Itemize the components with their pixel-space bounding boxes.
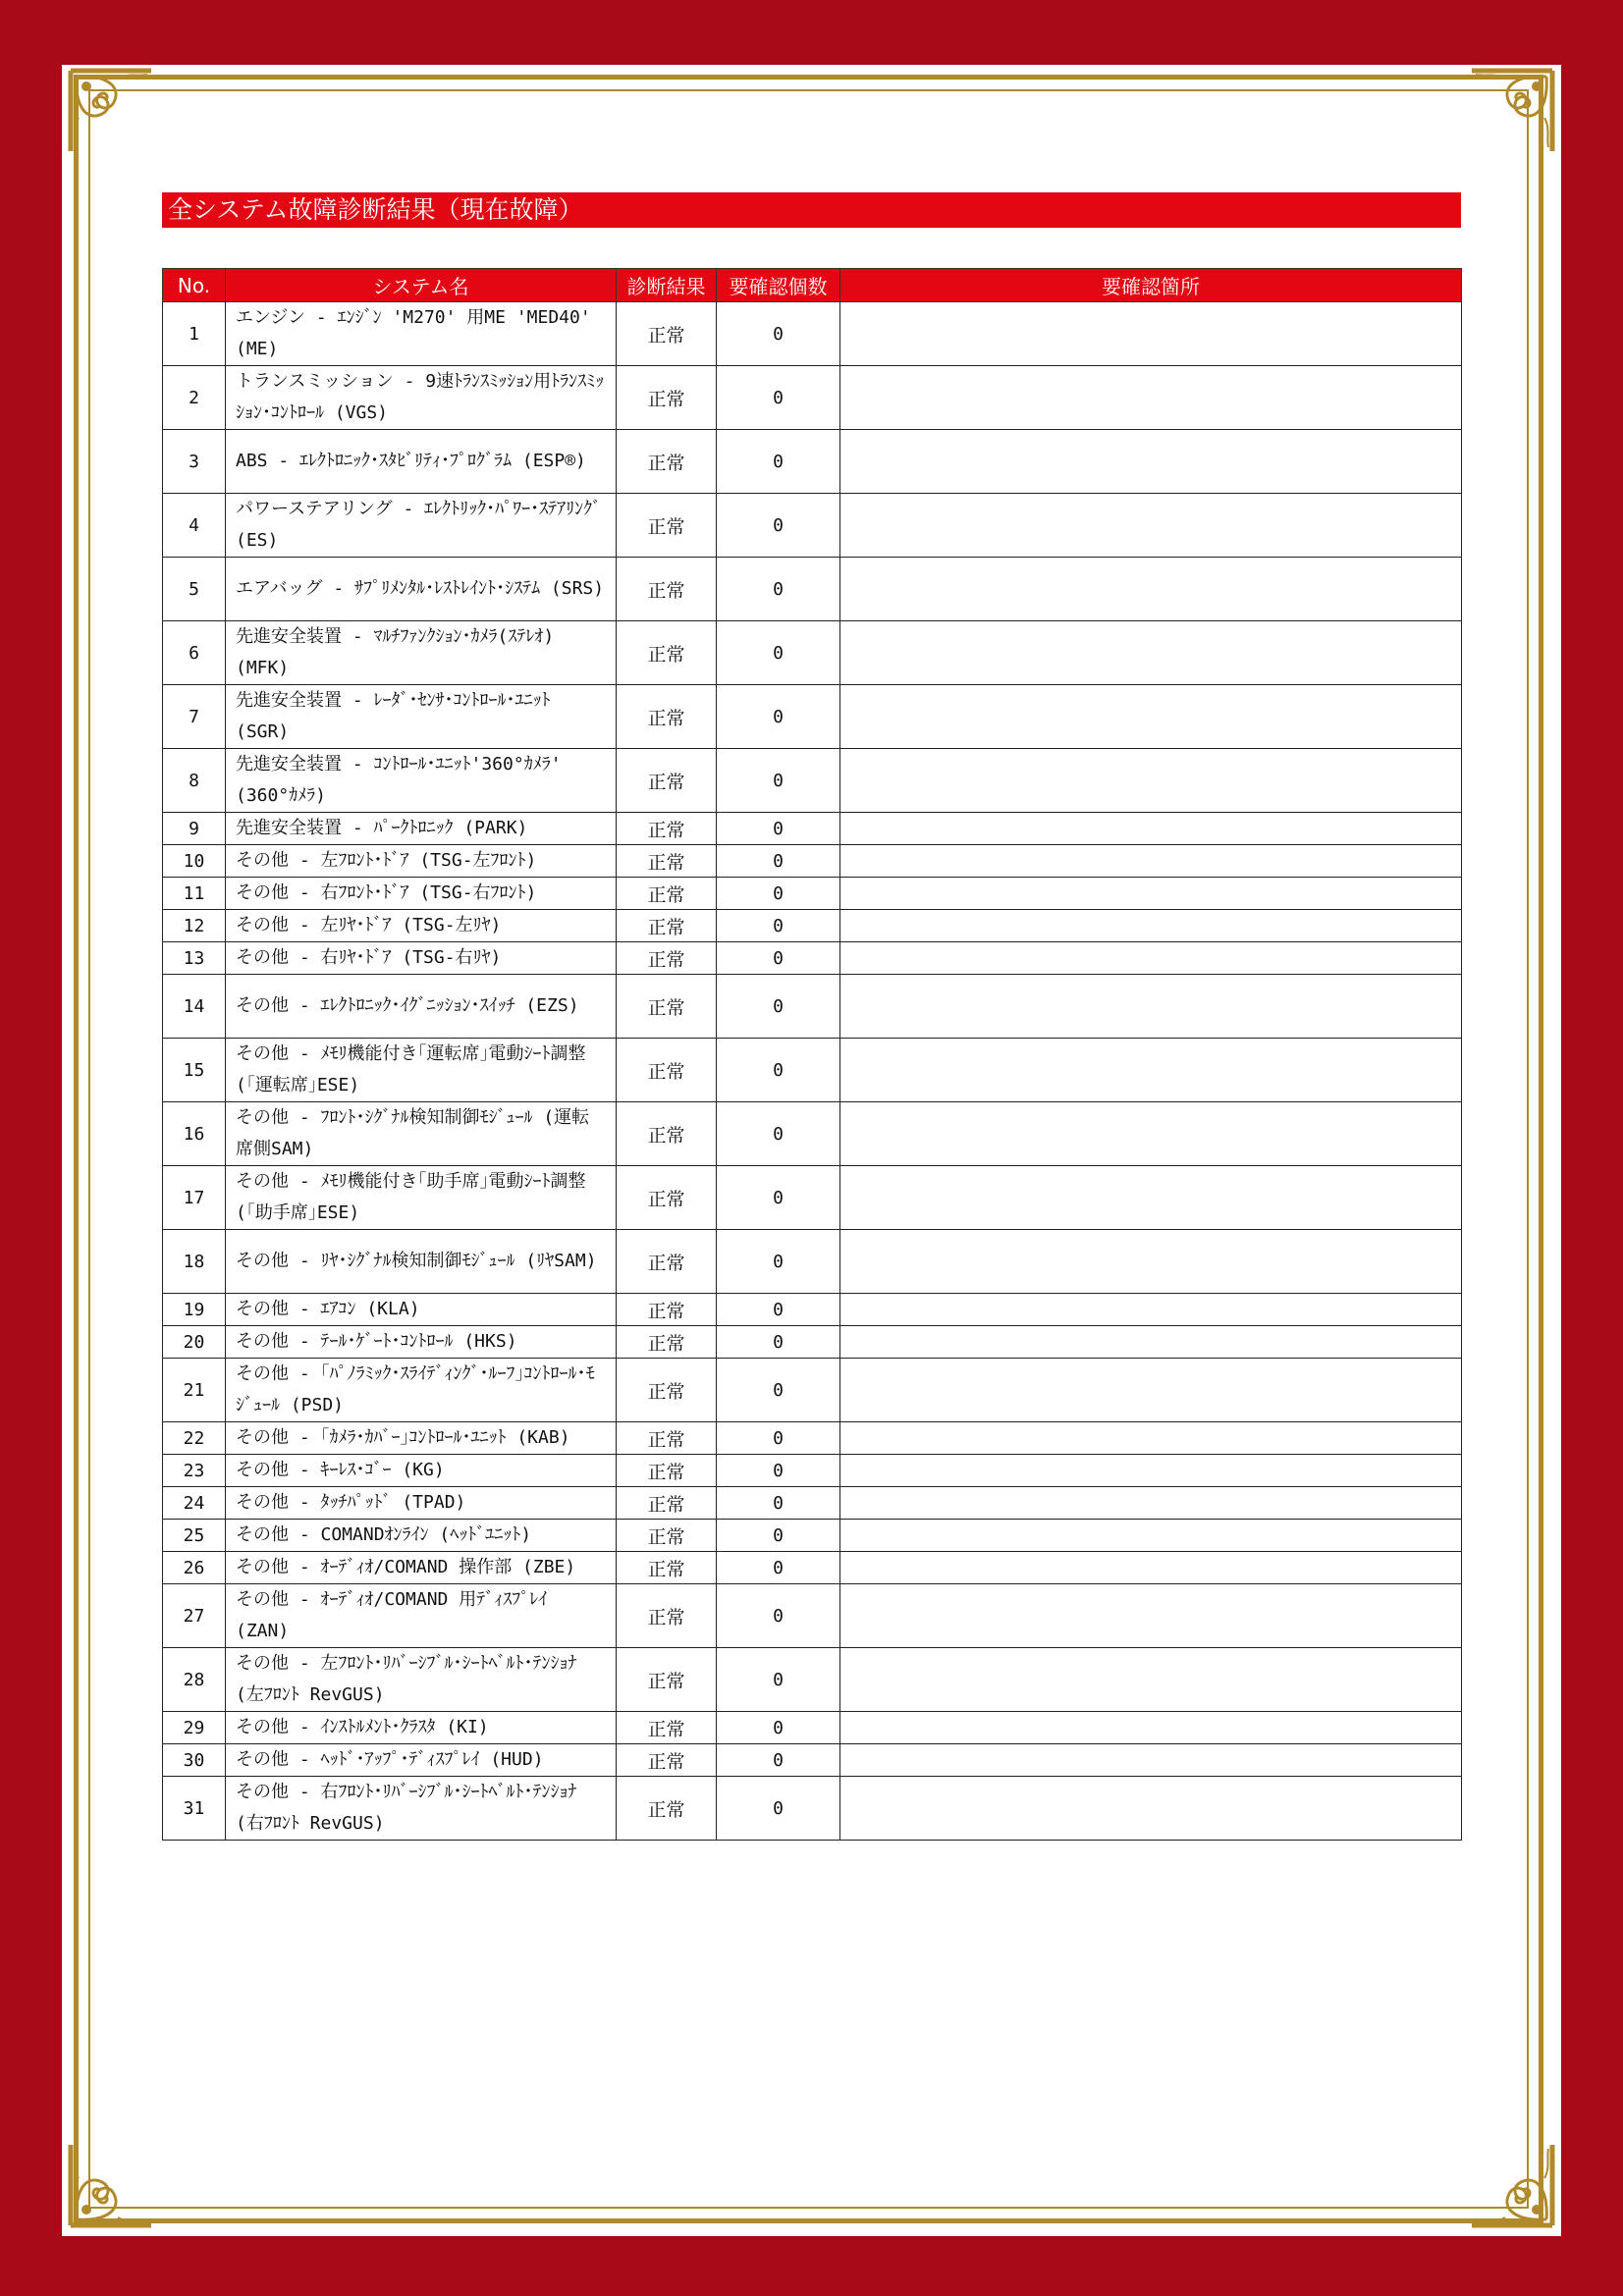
row-number: 30 <box>163 1744 226 1777</box>
system-name: その他 - ﾒﾓﾘ機能付き｢助手席｣電動ｼｰﾄ調整 (｢助手席｣ESE) <box>226 1166 617 1230</box>
check-count: 0 <box>717 1648 840 1712</box>
diagnosis-result: 正常 <box>617 1359 717 1422</box>
check-location <box>840 1359 1462 1422</box>
diagnosis-result: 正常 <box>617 1230 717 1294</box>
check-location <box>840 1455 1462 1487</box>
check-count: 0 <box>717 1520 840 1552</box>
system-name: 先進安全装置 - ﾚｰﾀﾞ･ｾﾝｻ･ｺﾝﾄﾛｰﾙ･ﾕﾆｯﾄ (SGR) <box>226 685 617 749</box>
row-number: 11 <box>163 878 226 910</box>
check-count: 0 <box>717 1359 840 1422</box>
system-name: エアバッグ - ｻﾌﾟﾘﾒﾝﾀﾙ･ﾚｽﾄﾚｲﾝﾄ･ｼｽﾃﾑ (SRS) <box>226 558 617 621</box>
diagnosis-result: 正常 <box>617 1039 717 1102</box>
system-name: その他 - 右ﾌﾛﾝﾄ･ﾄﾞｱ (TSG-右ﾌﾛﾝﾄ) <box>226 878 617 910</box>
check-location <box>840 975 1462 1039</box>
row-number: 18 <box>163 1230 226 1294</box>
table-row <box>163 749 1462 813</box>
table-row <box>163 1230 1462 1294</box>
table-row <box>163 558 1462 621</box>
diagnosis-result: 正常 <box>617 1520 717 1552</box>
check-location <box>840 430 1462 494</box>
row-number: 19 <box>163 1294 226 1326</box>
table-row <box>163 621 1462 685</box>
system-name: 先進安全装置 - ﾊﾟｰｸﾄﾛﾆｯｸ (PARK) <box>226 813 617 845</box>
check-location <box>840 558 1462 621</box>
table-row <box>163 1712 1462 1744</box>
row-number: 12 <box>163 910 226 942</box>
diagnosis-result: 正常 <box>617 302 717 366</box>
system-name: その他 - ﾒﾓﾘ機能付き｢運転席｣電動ｼｰﾄ調整 (｢運転席｣ESE) <box>226 1039 617 1102</box>
diagnosis-result: 正常 <box>617 1294 717 1326</box>
report-title: 全システム故障診断結果（現在故障） <box>162 192 1461 228</box>
check-count: 0 <box>717 1166 840 1230</box>
row-number: 7 <box>163 685 226 749</box>
system-name: その他 - 右ﾌﾛﾝﾄ･ﾘﾊﾞｰｼﾌﾞﾙ･ｼｰﾄﾍﾞﾙﾄ･ﾃﾝｼｮﾅ (右ﾌﾛﾝﾄ RevGUS) <box>226 1777 617 1841</box>
table-row <box>163 1487 1462 1520</box>
ornament-corner-icon <box>67 2141 155 2229</box>
header-system: システム名 <box>226 269 617 302</box>
row-number: 28 <box>163 1648 226 1712</box>
system-name: その他 - ｢ｶﾒﾗ･ｶﾊﾞｰ｣ｺﾝﾄﾛｰﾙ･ﾕﾆｯﾄ (KAB) <box>226 1422 617 1455</box>
check-count: 0 <box>717 1326 840 1359</box>
system-name: その他 - ｲﾝｽﾄﾙﾒﾝﾄ･ｸﾗｽﾀ (KI) <box>226 1712 617 1744</box>
check-location <box>840 1744 1462 1777</box>
diagnosis-result: 正常 <box>617 1166 717 1230</box>
check-location <box>840 1648 1462 1712</box>
row-number: 27 <box>163 1584 226 1648</box>
table-row <box>163 1359 1462 1422</box>
system-name: その他 - ﾘﾔ･ｼｸﾞﾅﾙ検知制御ﾓｼﾞｭｰﾙ (ﾘﾔSAM) <box>226 1230 617 1294</box>
check-location <box>840 1294 1462 1326</box>
diagnosis-result: 正常 <box>617 1455 717 1487</box>
system-name: エンジン - ｴﾝｼﾞﾝ 'M270' 用ME 'MED40' (ME) <box>226 302 617 366</box>
table-row <box>163 1039 1462 1102</box>
check-location <box>840 1102 1462 1166</box>
check-location <box>840 942 1462 975</box>
check-count: 0 <box>717 1294 840 1326</box>
diagnosis-result: 正常 <box>617 845 717 878</box>
check-count: 0 <box>717 302 840 366</box>
table-row <box>163 1744 1462 1777</box>
row-number: 16 <box>163 1102 226 1166</box>
check-location <box>840 1422 1462 1455</box>
check-count: 0 <box>717 1777 840 1841</box>
row-number: 4 <box>163 494 226 558</box>
diagnosis-result: 正常 <box>617 910 717 942</box>
check-location <box>840 1777 1462 1841</box>
table-row <box>163 1102 1462 1166</box>
table-header-row <box>163 269 1462 302</box>
table-row <box>163 975 1462 1039</box>
system-name: その他 - 左ﾘﾔ･ﾄﾞｱ (TSG-左ﾘﾔ) <box>226 910 617 942</box>
diagnosis-result: 正常 <box>617 975 717 1039</box>
system-name: 先進安全装置 - ﾏﾙﾁﾌｧﾝｸｼｮﾝ･ｶﾒﾗ(ｽﾃﾚｵ) (MFK) <box>226 621 617 685</box>
check-count: 0 <box>717 494 840 558</box>
diagnosis-result: 正常 <box>617 942 717 975</box>
check-location <box>840 685 1462 749</box>
table-row <box>163 494 1462 558</box>
ornament-corner-icon <box>1468 67 1556 155</box>
check-count: 0 <box>717 1422 840 1455</box>
system-name: その他 - ｵｰﾃﾞｨｵ/COMAND 用ﾃﾞｨｽﾌﾟﾚｲ (ZAN) <box>226 1584 617 1648</box>
system-name: その他 - ｴｱｺﾝ (KLA) <box>226 1294 617 1326</box>
row-number: 10 <box>163 845 226 878</box>
diagnosis-result: 正常 <box>617 1648 717 1712</box>
table-row <box>163 1584 1462 1648</box>
row-number: 24 <box>163 1487 226 1520</box>
system-name: パワーステアリング - ｴﾚｸﾄﾘｯｸ･ﾊﾟﾜｰ･ｽﾃｱﾘﾝｸﾞ (ES) <box>226 494 617 558</box>
check-location <box>840 1712 1462 1744</box>
system-name: その他 - COMANDｵﾝﾗｲﾝ (ﾍｯﾄﾞﾕﾆｯﾄ) <box>226 1520 617 1552</box>
diagnosis-result: 正常 <box>617 1777 717 1841</box>
check-location <box>840 621 1462 685</box>
check-location <box>840 366 1462 430</box>
diagnosis-result: 正常 <box>617 813 717 845</box>
check-count: 0 <box>717 749 840 813</box>
check-count: 0 <box>717 1584 840 1648</box>
check-location <box>840 1552 1462 1584</box>
diagnosis-result: 正常 <box>617 878 717 910</box>
check-count: 0 <box>717 1455 840 1487</box>
system-name: その他 - ﾀｯﾁﾊﾟｯﾄﾞ (TPAD) <box>226 1487 617 1520</box>
system-name: その他 - ｴﾚｸﾄﾛﾆｯｸ･ｲｸﾞﾆｯｼｮﾝ･ｽｲｯﾁ (EZS) <box>226 975 617 1039</box>
system-name: その他 - ﾃｰﾙ･ｹﾞｰﾄ･ｺﾝﾄﾛｰﾙ (HKS) <box>226 1326 617 1359</box>
system-name: ABS - ｴﾚｸﾄﾛﾆｯｸ･ｽﾀﾋﾞﾘﾃｨ･ﾌﾟﾛｸﾞﾗﾑ (ESP®) <box>226 430 617 494</box>
check-location <box>840 1584 1462 1648</box>
row-number: 15 <box>163 1039 226 1102</box>
row-number: 20 <box>163 1326 226 1359</box>
system-name: その他 - ｢ﾊﾟﾉﾗﾐｯｸ･ｽﾗｲﾃﾞｨﾝｸﾞ･ﾙｰﾌ｣ｺﾝﾄﾛｰﾙ･ﾓｼﾞｭｰﾙ (PSD) <box>226 1359 617 1422</box>
check-location <box>840 845 1462 878</box>
row-number: 8 <box>163 749 226 813</box>
diagnosis-result: 正常 <box>617 1422 717 1455</box>
check-location <box>840 813 1462 845</box>
header-location: 要確認箇所 <box>840 269 1462 302</box>
system-name: トランスミッション - 9速ﾄﾗﾝｽﾐｯｼｮﾝ用ﾄﾗﾝｽﾐｯｼｮﾝ･ｺﾝﾄﾛｰﾙ (VGS) <box>226 366 617 430</box>
check-location <box>840 910 1462 942</box>
system-name: その他 - 左ﾌﾛﾝﾄ･ﾘﾊﾞｰｼﾌﾞﾙ･ｼｰﾄﾍﾞﾙﾄ･ﾃﾝｼｮﾅ (左ﾌﾛﾝﾄ RevGUS) <box>226 1648 617 1712</box>
check-count: 0 <box>717 366 840 430</box>
header-count: 要確認個数 <box>717 269 840 302</box>
table-row <box>163 1520 1462 1552</box>
row-number: 21 <box>163 1359 226 1422</box>
system-name: その他 - 右ﾘﾔ･ﾄﾞｱ (TSG-右ﾘﾔ) <box>226 942 617 975</box>
table-body <box>163 302 1462 1841</box>
system-name: その他 - ﾌﾛﾝﾄ･ｼｸﾞﾅﾙ検知制御ﾓｼﾞｭｰﾙ (運転席側SAM) <box>226 1102 617 1166</box>
check-location <box>840 1039 1462 1102</box>
check-count: 0 <box>717 1552 840 1584</box>
check-count: 0 <box>717 1712 840 1744</box>
diagnosis-result: 正常 <box>617 749 717 813</box>
table-row <box>163 878 1462 910</box>
system-name: その他 - 左ﾌﾛﾝﾄ･ﾄﾞｱ (TSG-左ﾌﾛﾝﾄ) <box>226 845 617 878</box>
header-no: No. <box>163 269 226 302</box>
check-location <box>840 749 1462 813</box>
check-count: 0 <box>717 878 840 910</box>
check-location <box>840 1520 1462 1552</box>
diagnosis-result: 正常 <box>617 1584 717 1648</box>
diagnosis-result: 正常 <box>617 685 717 749</box>
check-count: 0 <box>717 430 840 494</box>
system-name: その他 - ｷｰﾚｽ･ｺﾞｰ (KG) <box>226 1455 617 1487</box>
row-number: 23 <box>163 1455 226 1487</box>
check-location <box>840 302 1462 366</box>
diagnosis-result: 正常 <box>617 430 717 494</box>
table-row <box>163 1326 1462 1359</box>
table-row <box>163 813 1462 845</box>
system-name: 先進安全装置 - ｺﾝﾄﾛｰﾙ･ﾕﾆｯﾄ'360°ｶﾒﾗ' (360°ｶﾒﾗ) <box>226 749 617 813</box>
diagnosis-result: 正常 <box>617 1552 717 1584</box>
row-number: 14 <box>163 975 226 1039</box>
row-number: 9 <box>163 813 226 845</box>
diagnosis-result: 正常 <box>617 1102 717 1166</box>
diagnosis-table <box>162 268 1462 1841</box>
table-row <box>163 1455 1462 1487</box>
row-number: 3 <box>163 430 226 494</box>
check-count: 0 <box>717 1039 840 1102</box>
diagnosis-result: 正常 <box>617 558 717 621</box>
diagnosis-result: 正常 <box>617 1326 717 1359</box>
table-row <box>163 302 1462 366</box>
ornament-corner-icon <box>1468 2141 1556 2229</box>
table-row <box>163 1422 1462 1455</box>
check-location <box>840 494 1462 558</box>
check-location <box>840 1166 1462 1230</box>
table-row <box>163 685 1462 749</box>
row-number: 26 <box>163 1552 226 1584</box>
check-location <box>840 878 1462 910</box>
table-row <box>163 910 1462 942</box>
table-row <box>163 430 1462 494</box>
table-row <box>163 1166 1462 1230</box>
row-number: 2 <box>163 366 226 430</box>
row-number: 6 <box>163 621 226 685</box>
table-row <box>163 942 1462 975</box>
diagnosis-result: 正常 <box>617 366 717 430</box>
check-count: 0 <box>717 975 840 1039</box>
row-number: 31 <box>163 1777 226 1841</box>
row-number: 1 <box>163 302 226 366</box>
table-row <box>163 1552 1462 1584</box>
row-number: 22 <box>163 1422 226 1455</box>
system-name: その他 - ﾍｯﾄﾞ･ｱｯﾌﾟ･ﾃﾞｨｽﾌﾟﾚｲ (HUD) <box>226 1744 617 1777</box>
row-number: 29 <box>163 1712 226 1744</box>
table-row <box>163 1777 1462 1841</box>
check-count: 0 <box>717 1744 840 1777</box>
header-result: 診断結果 <box>617 269 717 302</box>
row-number: 17 <box>163 1166 226 1230</box>
check-count: 0 <box>717 1102 840 1166</box>
table-row <box>163 366 1462 430</box>
check-count: 0 <box>717 942 840 975</box>
row-number: 25 <box>163 1520 226 1552</box>
check-location <box>840 1326 1462 1359</box>
check-count: 0 <box>717 621 840 685</box>
check-count: 0 <box>717 845 840 878</box>
check-count: 0 <box>717 558 840 621</box>
row-number: 13 <box>163 942 226 975</box>
diagnosis-result: 正常 <box>617 1487 717 1520</box>
check-count: 0 <box>717 1230 840 1294</box>
check-count: 0 <box>717 1487 840 1520</box>
diagnosis-result: 正常 <box>617 1744 717 1777</box>
check-count: 0 <box>717 910 840 942</box>
table-row <box>163 1648 1462 1712</box>
diagnosis-result: 正常 <box>617 1712 717 1744</box>
table-row <box>163 845 1462 878</box>
ornament-corner-icon <box>67 67 155 155</box>
diagnosis-result: 正常 <box>617 494 717 558</box>
row-number: 5 <box>163 558 226 621</box>
check-count: 0 <box>717 813 840 845</box>
check-count: 0 <box>717 685 840 749</box>
system-name: その他 - ｵｰﾃﾞｨｵ/COMAND 操作部 (ZBE) <box>226 1552 617 1584</box>
table-row <box>163 1294 1462 1326</box>
check-location <box>840 1230 1462 1294</box>
diagnosis-result: 正常 <box>617 621 717 685</box>
check-location <box>840 1487 1462 1520</box>
